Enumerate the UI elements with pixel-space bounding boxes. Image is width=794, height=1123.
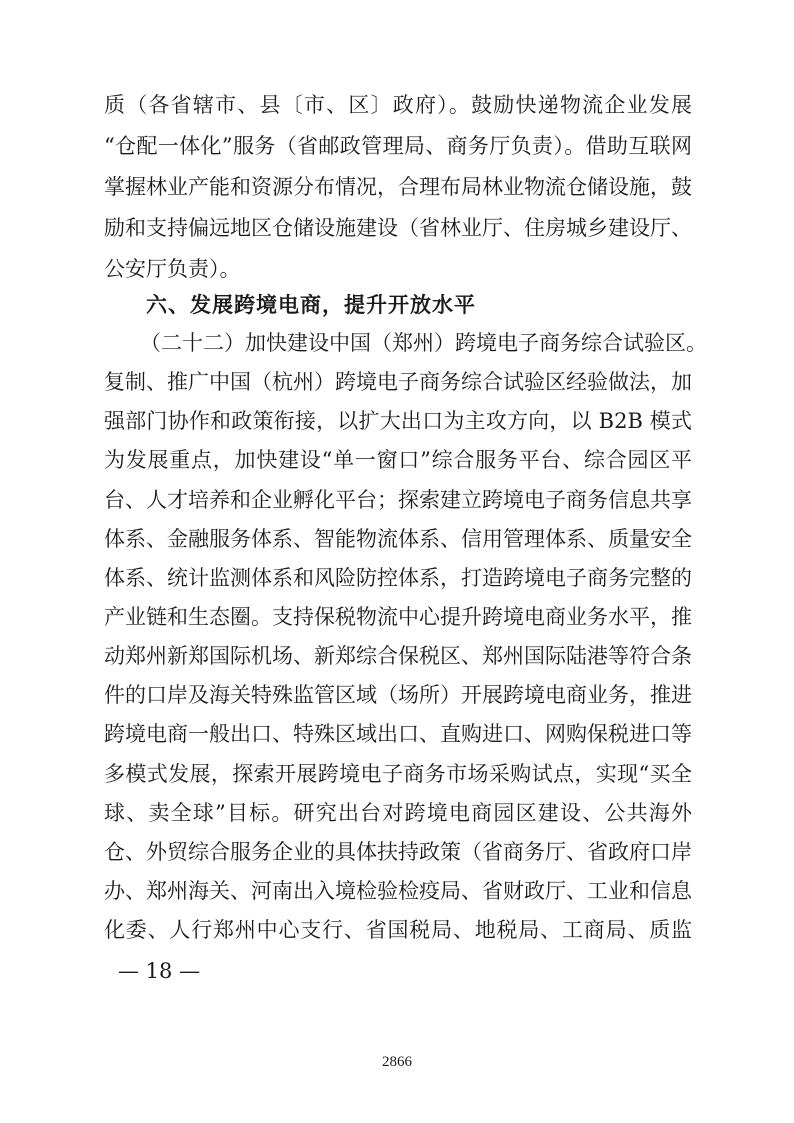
paragraph-line: 为发展重点，加快建设“单一窗口”综合服务平台、综合园区平 [104,448,692,472]
paragraph-line: 多模式发展，探索开展跨境电子商务市场采购试点，实现“买全 [104,762,692,786]
paragraph-line: “仓配一体化”服务（省邮政管理局、商务厅负责）。借助互联网 [104,134,692,158]
paragraph-line: 台、人才培养和企业孵化平台；探索建立跨境电子商务信息共享 [104,488,692,512]
paragraph-line: 励和支持偏远地区仓储设施建设（省林业厅、住房城乡建设厅、 [104,216,692,240]
paragraph-line: 办、郑州海关、河南出入境检验检疫局、省财政厅、工业和信息 [104,879,692,903]
paragraph-line: 产业链和生态圈。支持保税物流中心提升跨境电商业务水平，推 [104,605,692,629]
paragraph-line: 仓、外贸综合服务企业的具体扶持政策（省商务厅、省政府口岸 [104,840,692,864]
paragraph-line: 件的口岸及海关特殊监管区域（场所）开展跨境电商业务，推进 [104,683,692,707]
paragraph-line: 动郑州新郑国际机场、新郑综合保税区、郑州国际陆港等符合条 [104,644,692,668]
subsection-title-line: （二十二）加快建设中国（郑州）跨境电子商务综合试验区。 [140,331,707,355]
paragraph-line: 体系、统计监测体系和风险防控体系，打造跨境电子商务完整的 [104,566,692,590]
paragraph-line: 球、卖全球”目标。研究出台对跨境电商园区建设、公共海外 [104,801,692,825]
paragraph-line: 复制、推广中国（杭州）跨境电子商务综合试验区经验做法，加 [104,370,692,394]
paragraph-line: 体系、金融服务体系、智能物流体系、信用管理体系、质量安全 [104,527,692,551]
footer-number: 2866 [382,1054,412,1070]
paragraph-line: 强部门协作和政策衔接，以扩大出口为主攻方向，以 B2B 模式 [104,409,692,433]
paragraph-line: 质（各省辖市、县〔市、区〕政府）。鼓励快递物流企业发展 [104,93,692,117]
paragraph-line: 公安厅负责）。 [104,257,241,281]
paragraph-line: 掌握林业产能和资源分布情况，合理布局林业物流仓储设施，鼓 [104,175,692,199]
section-heading: 六、发展跨境电商，提升开放水平 [146,293,476,317]
page-number: — 18 — [118,959,201,983]
paragraph-line: 化委、人行郑州中心支行、省国税局、地税局、工商局、质监 [104,918,692,942]
paragraph-line: 跨境电商一般出口、特殊区域出口、直购进口、网购保税进口等 [104,722,692,746]
